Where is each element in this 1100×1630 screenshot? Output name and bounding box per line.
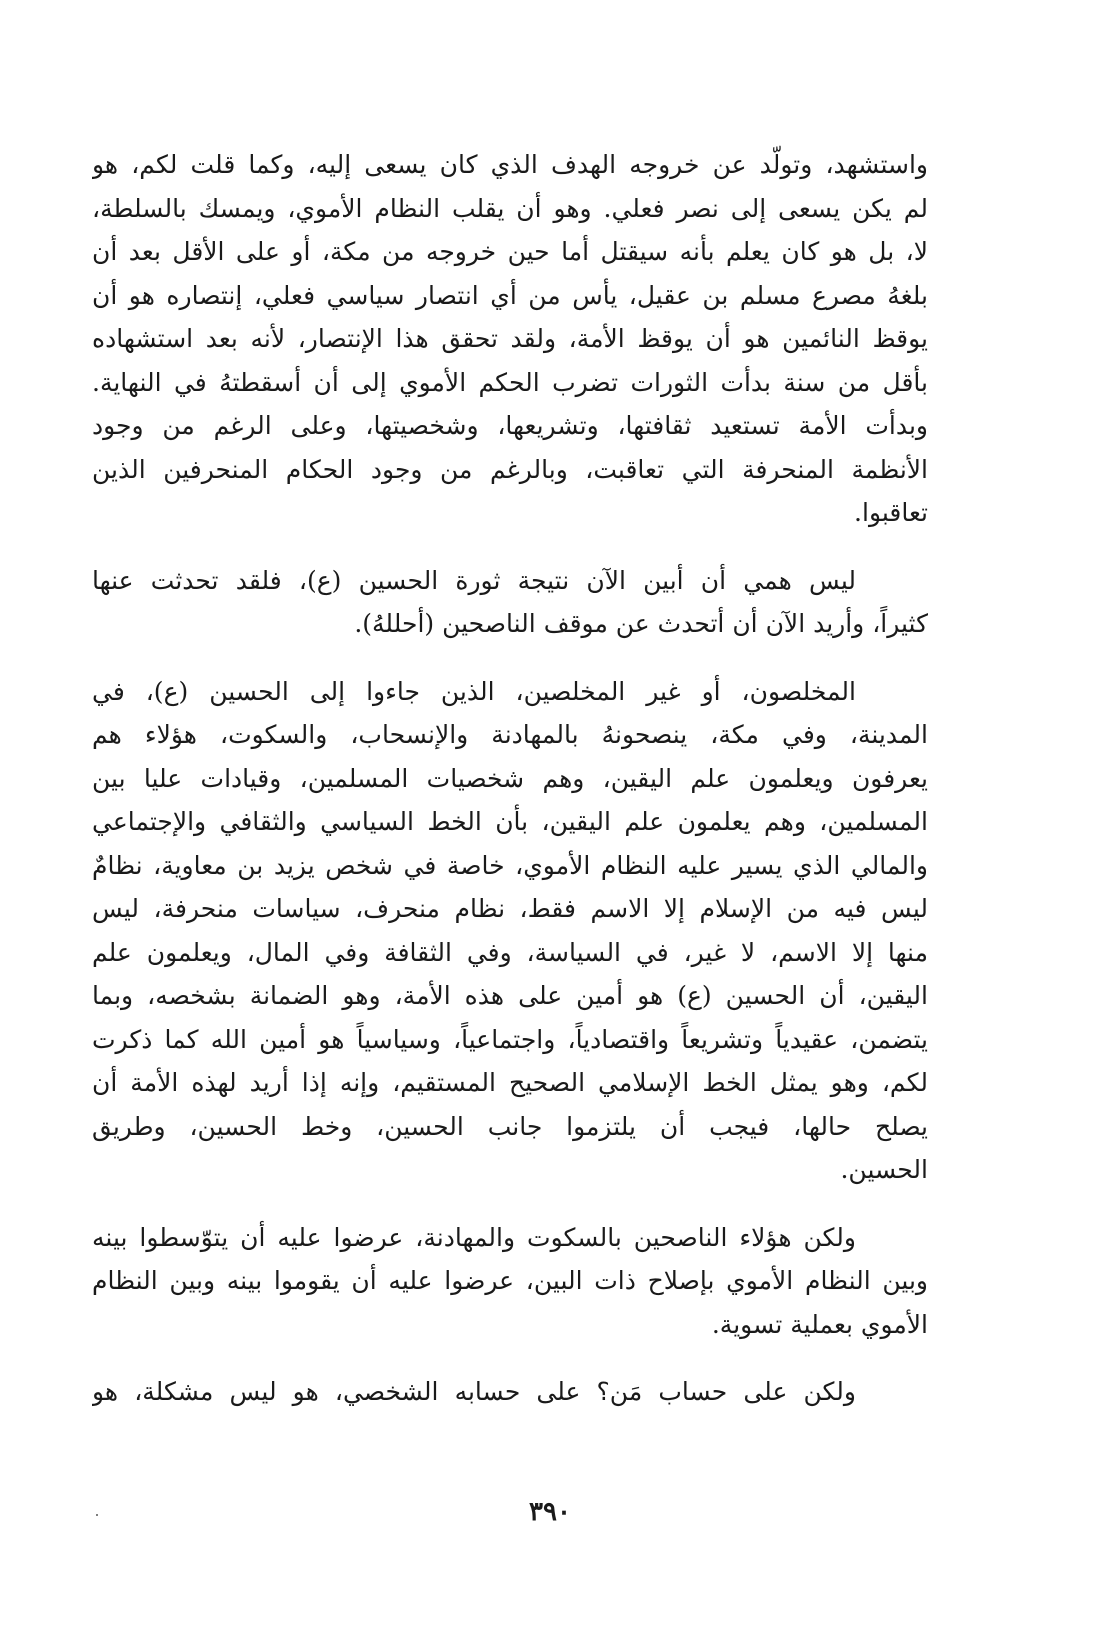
text-line: منها إلا الاسم، لا غير، في السياسة، وفي الثقافة وفي المال، ويعلمون علم	[92, 937, 928, 967]
text-line: المدينة، وفي مكة، ينصحونهُ بالمهادنة والإنسحاب، والسكوت، هؤلاء هم	[92, 720, 928, 749]
text-line: يعرفون ويعلمون علم اليقين، وهم شخصيات المسلمين، وقيادات عليا بين	[92, 763, 928, 793]
text-line: كثيراً، وأريد الآن أن أتحدث عن موقف الناصحين (أحللهُ).	[354, 609, 928, 638]
scan-speck	[96, 1514, 98, 1516]
text-line: الحسين.	[840, 1155, 928, 1184]
page-number: ٣٩٠	[529, 1497, 571, 1527]
body-text	[92, 143, 928, 1438]
text-line: المخلصون، أو غير المخلصين، الذين جاءوا إلى الحسين (ع)، في	[92, 676, 856, 706]
text-line: ليس فيه من الإسلام إلا الاسم فقط، نظام منحرف، سياسات منحرفة، ليس	[92, 894, 928, 923]
text-line: يصلح حالها، فيجب أن يلتزموا جانب الحسين، وخط الحسين، وطريق	[92, 1111, 928, 1141]
text-line: بأقل من سنة بدأت الثورات تضرب الحكم الأموي إلى أن أسقطتهُ في النهاية.	[92, 367, 928, 397]
paragraph	[92, 1370, 928, 1414]
text-line: تعاقبوا.	[854, 498, 928, 527]
text-line: اليقين، أن الحسين (ع) هو أمين على هذه الأمة، وهو الضمانة بشخصه، وبما	[92, 981, 928, 1010]
text-line: المسلمين، وهم يعلمون علم اليقين، بأن الخط السياسي والثقافي والإجتماعي	[92, 807, 928, 836]
text-line: والمالي الذي يسير عليه النظام الأموي، خاصة في شخص يزيد بن معاوية، نظامٌ	[92, 850, 928, 880]
paragraph	[92, 559, 928, 646]
text-line: واستشهد، وتولّد عن خروجه الهدف الذي كان يسعى إليه، وكما قلت لكم، هو	[92, 150, 928, 179]
text-line: وبدأت الأمة تستعيد ثقافتها، وتشريعها، وشخصيتها، وعلى الرغم من وجود	[92, 411, 928, 440]
text-line: يوقظ النائمين هو أن يوقظ الأمة، ولقد تحقق هذا الإنتصار، لأنه بعد استشهاده	[92, 324, 928, 353]
text-line: الأموي بعملية تسوية.	[711, 1309, 928, 1339]
text-line: ولكن هؤلاء الناصحين بالسكوت والمهادنة، عرضوا عليه أن يتوّسطوا بينه	[92, 1222, 856, 1252]
text-line: ولكن على حساب مَن؟ على حسابه الشخصي، هو ليس مشكلة، هو	[92, 1377, 856, 1406]
text-line: الأنظمة المنحرفة التي تعاقبت، وبالرغم من وجود الحكام المنحرفين الذين	[92, 454, 928, 484]
text-line: لا، بل هو كان يعلم بأنه سيقتل أما حين خروجه من مكة، أو على الأقل بعد أن	[92, 237, 928, 266]
paragraph	[92, 670, 928, 1192]
text-line: يتضمن، عقيدياً وتشريعاً واقتصادياً، واجتماعياً، وسياسياً هو أمين الله كما ذكرت	[92, 1024, 928, 1054]
text-line: وبين النظام الأموي بإصلاح ذات البين، عرضوا عليه أن يقوموا بينه وبين النظام	[92, 1266, 928, 1295]
text-line: لم يكن يسعى إلى نصر فعلي. وهو أن يقلب النظام الأموي، ويمسك بالسلطة،	[92, 193, 928, 223]
text-line: لكم، وهو يمثل الخط الإسلامي الصحيح المستقيم، وإنه إذا أريد لهذه الأمة أن	[92, 1068, 928, 1097]
text-line: بلغهُ مصرع مسلم بن عقيل، يأس من أي انتصار سياسي فعلي، إنتصاره هو أن	[92, 280, 928, 310]
text-line: ليس همي أن أبين الآن نتيجة ثورة الحسين (ع)، فلقد تحدثت عنها	[92, 565, 856, 595]
paragraph	[92, 143, 928, 535]
paragraph	[92, 1216, 928, 1347]
